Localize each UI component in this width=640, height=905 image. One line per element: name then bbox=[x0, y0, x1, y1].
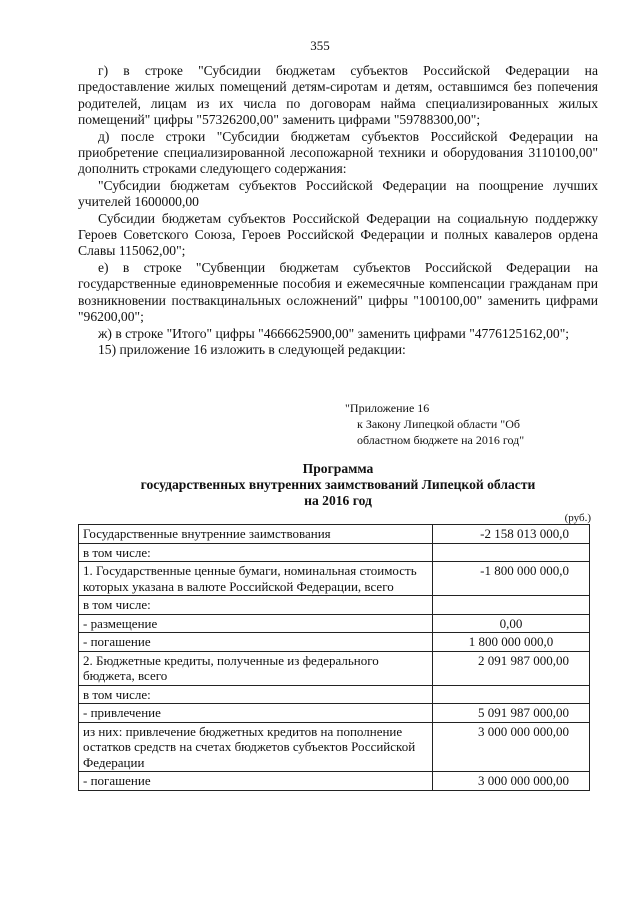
page-number: 355 bbox=[310, 38, 330, 53]
row-amount: -1 800 000 000,0 bbox=[433, 562, 590, 596]
table-row bbox=[79, 525, 590, 544]
row-label: в том числе: bbox=[79, 543, 433, 562]
paragraph: г) в строке "Субсидии бюджетам субъектов Российской Федерации на предоставление жилых помещений детям-сиротам и детям, оставшимся без попечения родителей, лицам из их числа по договорам найма специализированных жилых помещений" цифры "57326200,00" заменить цифрами "59788300,00"; bbox=[78, 63, 598, 128]
row-amount bbox=[433, 543, 590, 562]
paragraph: е) в строке "Субвенции бюджетам субъектов Российской Федерации на государственные единовременные пособия и ежемесячные компенсации гражданам при возникновении поствакцинальных осложнений" цифры "100100,00" заменить цифрами "96200,00"; bbox=[78, 259, 598, 325]
paragraph: 15) приложение 16 изложить в следующей редакции: bbox=[98, 341, 406, 357]
row-amount: 2 091 987 000,00 bbox=[433, 651, 590, 685]
table-row bbox=[79, 633, 590, 652]
row-label: - погашение bbox=[79, 772, 433, 791]
table-row bbox=[79, 685, 590, 704]
paragraph: "Субсидии бюджетам субъектов Российской Федерации на поощрение лучших учителей 1600000,00 bbox=[78, 177, 598, 210]
row-label: 2. Бюджетные кредиты, полученные из федерального бюджета, всего bbox=[79, 651, 433, 685]
row-label: в том числе: bbox=[79, 596, 433, 615]
title-line: государственных внутренних заимствований Липецкой области bbox=[140, 477, 536, 492]
row-amount bbox=[433, 685, 590, 704]
row-label: 1. Государственные ценные бумаги, номинальная стоимость которых указана в валюте Российской Федерации, всего bbox=[79, 562, 433, 596]
row-label: - размещение bbox=[79, 614, 433, 633]
paragraph: ж) в строке "Итого" цифры "4666625900,00" заменить цифрами "4776125162,00"; bbox=[98, 325, 570, 341]
table-row bbox=[79, 562, 590, 596]
borrowing-table bbox=[78, 524, 590, 791]
units-label: (руб.) bbox=[564, 512, 591, 524]
table-row bbox=[79, 651, 590, 685]
body-text bbox=[78, 63, 598, 358]
appendix-line: к Закону Липецкой области "Об bbox=[357, 417, 520, 431]
title-line: на 2016 год bbox=[304, 493, 372, 508]
paragraph: Субсидии бюджетам субъектов Российской Федерации на социальную поддержку Героев Советского Союза, Героев Российской Федерации и полных кавалеров ордена Славы 115062,00"; bbox=[78, 210, 598, 259]
row-label: - погашение bbox=[79, 633, 433, 652]
table-row bbox=[79, 704, 590, 723]
row-amount: 5 091 987 000,00 bbox=[433, 704, 590, 723]
table-row bbox=[79, 543, 590, 562]
row-amount: 1 800 000 000,0 bbox=[433, 633, 590, 652]
row-amount: 3 000 000 000,00 bbox=[433, 772, 590, 791]
table-row bbox=[79, 772, 590, 791]
table-row bbox=[79, 614, 590, 633]
table-row bbox=[79, 596, 590, 615]
title-line: Программа bbox=[302, 461, 374, 476]
row-amount bbox=[433, 596, 590, 615]
row-label: - привлечение bbox=[79, 704, 433, 723]
table-row bbox=[79, 722, 590, 772]
paragraph: д) после строки "Субсидии бюджетам субъектов Российской Федерации на приобретение специализированной лесопожарной техники и оборудования 3110100,00" дополнить строками следующего содержания: bbox=[78, 128, 598, 177]
row-label: Государственные внутренние заимствования bbox=[79, 525, 433, 544]
row-amount: 0,00 bbox=[433, 614, 590, 633]
appendix-note bbox=[345, 400, 585, 448]
program-title bbox=[78, 461, 598, 509]
row-amount: -2 158 013 000,0 bbox=[433, 525, 590, 544]
appendix-line: областном бюджете на 2016 год" bbox=[357, 433, 525, 447]
row-label: из них: привлечение бюджетных кредитов на пополнение остатков средств на счетах бюджетов субъектов Российской Федерации bbox=[79, 722, 433, 772]
appendix-line: "Приложение 16 bbox=[345, 401, 430, 415]
row-amount: 3 000 000 000,00 bbox=[433, 722, 590, 772]
row-label: в том числе: bbox=[79, 685, 433, 704]
